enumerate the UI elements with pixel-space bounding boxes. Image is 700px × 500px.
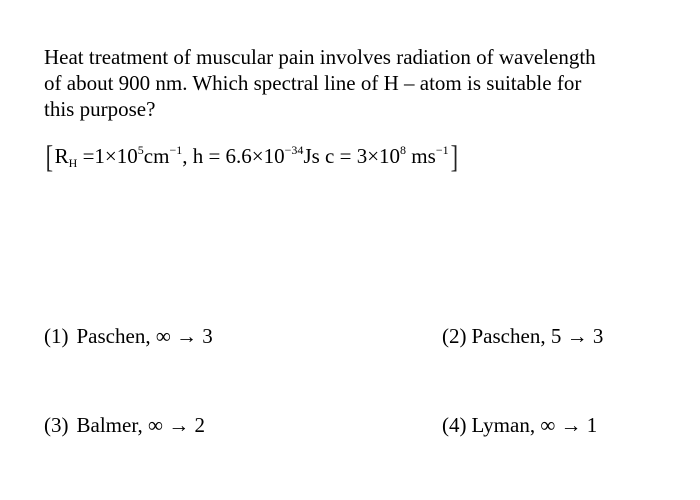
rydberg-value: =1×10 [77, 144, 138, 168]
rydberg-unit-exponent: −1 [169, 143, 183, 157]
question-line-1: Heat treatment of muscular pain involves radiation of wavelength [44, 45, 596, 69]
question-text [44, 44, 644, 122]
option-2-number: (2) [442, 324, 467, 348]
option-4-number: (4) [442, 413, 467, 437]
c-unit-exponent: −1 [435, 143, 449, 157]
rydberg-subscript: H [68, 156, 78, 170]
c-unit: ms [406, 144, 436, 168]
option-3[interactable] [44, 413, 205, 438]
option-4[interactable] [442, 413, 597, 438]
question-line-3: this purpose? [44, 97, 156, 121]
option-3-text: Balmer, ∞ → 2 [76, 413, 205, 437]
option-2-text: Paschen, 5 → 3 [471, 324, 604, 348]
option-1[interactable] [44, 324, 213, 349]
close-bracket: ] [450, 138, 458, 174]
rydberg-unit: cm [143, 144, 170, 168]
rydberg-exponent: 5 [137, 143, 144, 157]
planck-value: , h = 6.6×10 [182, 144, 285, 168]
c-exponent: 8 [400, 143, 407, 157]
question-line-2: of about 900 nm. Which spectral line of H – atom is suitable for [44, 71, 582, 95]
given-constants [44, 138, 459, 174]
planck-unit-and-c: Js c = 3×10 [303, 144, 401, 168]
rydberg-symbol: R [54, 144, 69, 168]
option-1-text: Paschen, ∞ → 3 [76, 324, 213, 348]
option-4-text: Lyman, ∞ → 1 [471, 413, 598, 437]
option-1-number: (1) [44, 324, 69, 348]
planck-exponent: −34 [284, 143, 304, 157]
option-2[interactable] [442, 324, 603, 349]
option-3-number: (3) [44, 413, 69, 437]
open-bracket: [ [45, 138, 54, 174]
